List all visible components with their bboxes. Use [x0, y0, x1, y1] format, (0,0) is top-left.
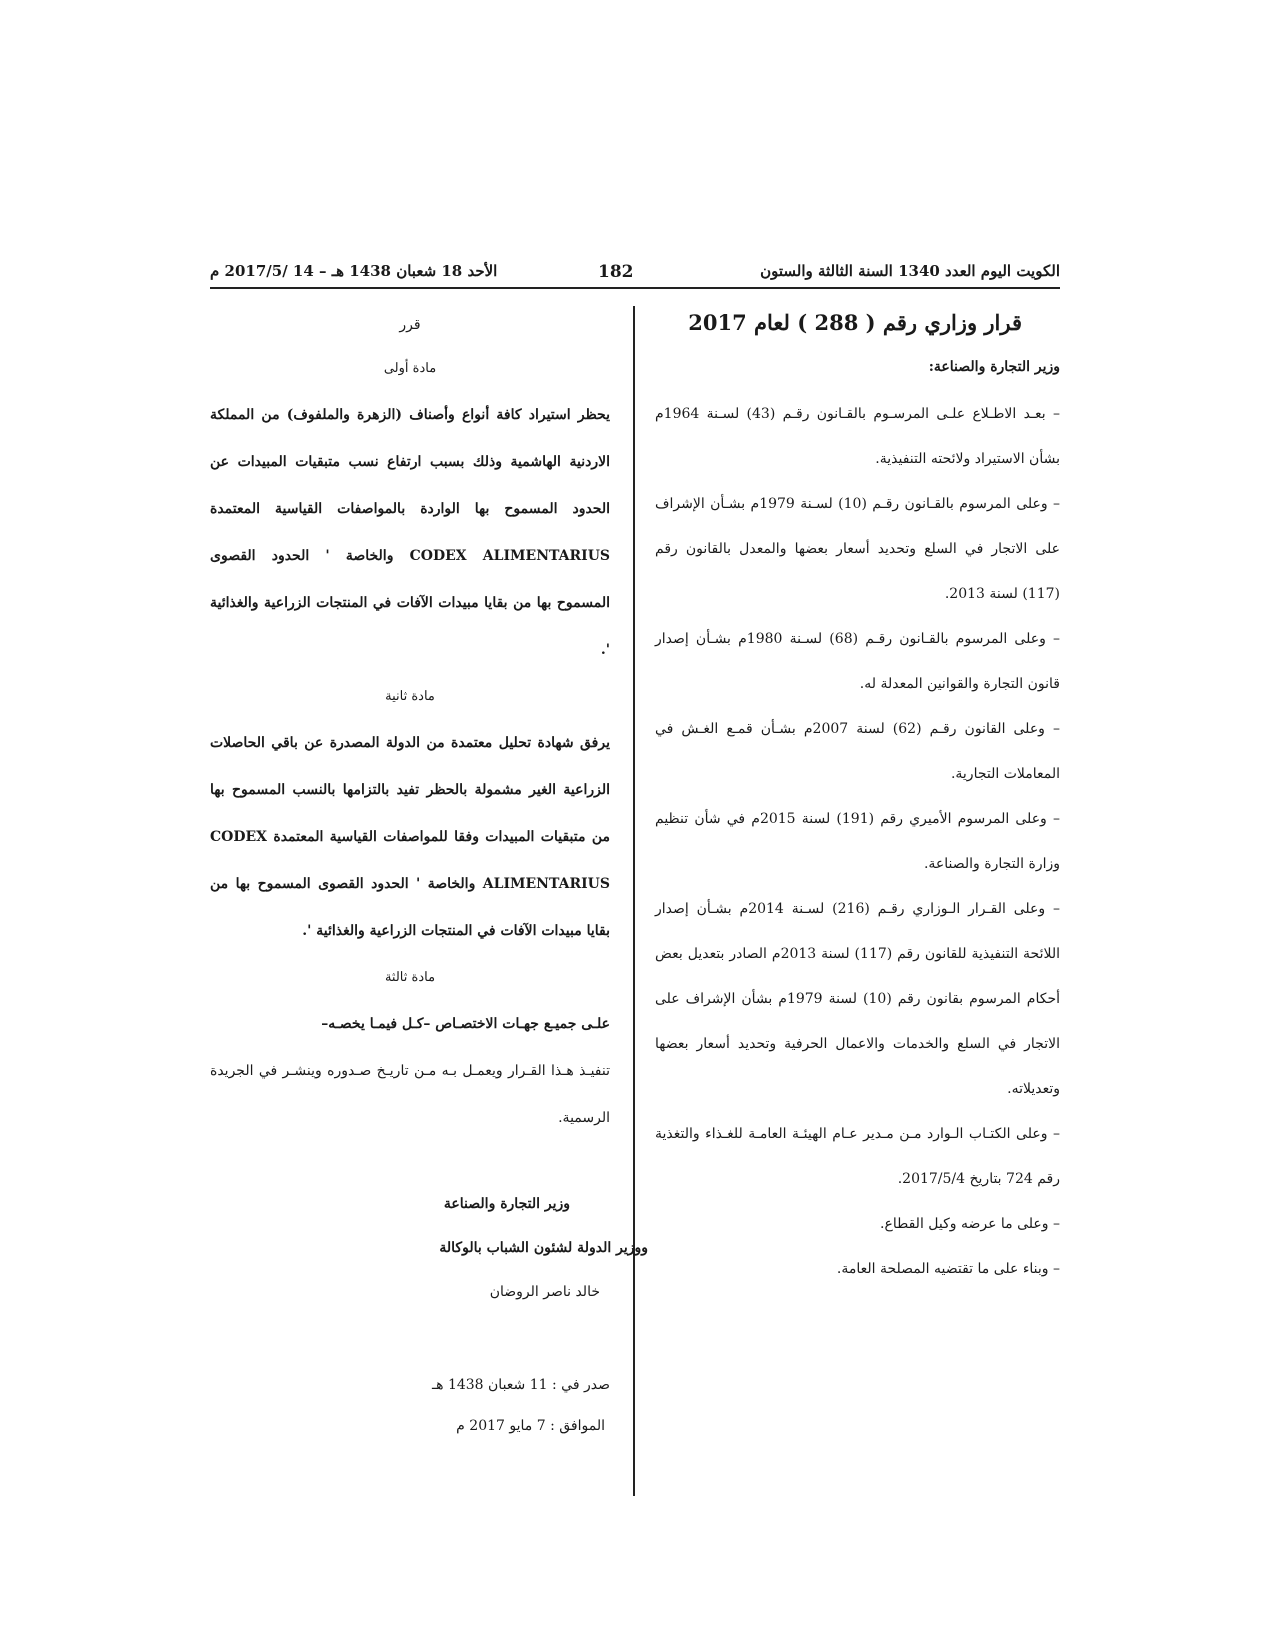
preamble-paragraph: – وعلى المرسوم بالقـانون رقـم (68) لسـنة 1980م بشـأن إصدار قانون التجارة والقوانين المعدلة له. [655, 631, 1060, 692]
preamble-paragraph: – وعلى المرسوم بالقـانون رقـم (10) لسـنة 1979م بشـأن الإشراف على الاتجار في السلع وتحديد أسعار بعضها والمعدل بالقانون رقم (117) لسنة 2013. [655, 496, 1060, 602]
signatory-title-2: ووزير الدولة لشئون الشباب بالوكالة [439, 1240, 648, 1256]
minister-intro: وزير التجارة والصناعة: [928, 359, 1060, 375]
header-date: الأحد 18 شعبان 1438 هـ – 14 /2017/5 م [210, 262, 498, 280]
signatory-title: وزير التجارة والصناعة [443, 1196, 570, 1212]
page-number: 182 [598, 262, 634, 282]
column-divider [633, 306, 635, 1496]
gazette-issue: الكويت اليوم العدد 1340 السنة الثالثة والستون [760, 262, 1060, 280]
article-2-text: يرفق شهادة تحليل معتمدة من الدولة المصدرة عن باقي الحاصلات الزراعية الغير مشمولة بالحظر تفيد بالتزامها بالنسب المسموح بها من متبقيات المبيدات وفقا للمواصفات القياسية المعتمدة CODEX ALIMENTARIUS والخاصة ' الحدود القصوى المسموح بها من بقايا مبيدات الآفات في المنتجات الزراعية والغذائية '. [210, 735, 610, 939]
preamble-paragraph: – وعلى القـرار الـوزاري رقـم (216) لسـنة 2014م بشـأن إصدار اللائحة التنفيذية للقانون رقم (117) لسنة 2013م الصادر بتعديل بعض أحكام المرسوم بقانون رقم (10) لسنة 1979م بشأن الإشراف على الاتجار في السلع والخدمات والاعمال الحرفية وتحديد أسعار بعضها وتعديلاته. [655, 901, 1060, 1097]
article-3-text-bold: علـى جميـع جهـات الاختصـاص –كـل فيمـا يخصـه– [321, 1016, 610, 1032]
decided-heading: قرر [399, 317, 421, 333]
article-2-title: مادة ثانية [385, 689, 435, 704]
decree-title: قرار وزاري رقم ( 288 ) لعام 2017 [688, 310, 1022, 335]
preamble-paragraph: – وعلى الكتـاب الـوارد مـن مـدير عـام الهيئـة العامـة للغـذاء والتغذية رقم 724 بتاريخ 2017/5/4. [655, 1126, 1060, 1187]
left-column [210, 306, 610, 1142]
issued-date-hijri: صدر في : 11 شعبان 1438 هـ [432, 1377, 610, 1393]
header-divider [210, 287, 1060, 289]
article-3-text: تنفيـذ هـذا القـرار ويعمـل بـه مـن تاريـخ صـدوره وينشـر في الجريدة الرسمية. [210, 1063, 610, 1126]
article-1-text: يحظر استيراد كافة أنواع وأصناف (الزهرة والملفوف) من المملكة الاردنية الهاشمية وذلك بسبب ارتفاع نسب متبقيات المبيدات عن الحدود المسموح بها الواردة بالمواصفات القياسية المعتمدة CODEX ALIMENTARIUS والخاصة ' الحدود القصوى المسموح بها من بقايا مبيدات الآفات في المنتجات الزراعية والغذائية '. [210, 407, 611, 658]
signatory-name: خالد ناصر الروضان [489, 1284, 600, 1300]
preamble-paragraph: – وعلى ما عرضه وكيل القطاع. [880, 1216, 1060, 1232]
issued-date-gregorian: الموافق : 7 مايو 2017 م [456, 1418, 605, 1434]
preamble-paragraph: – وعلى القانون رقـم (62) لسنة 2007م بشـأن قمـع الغـش في المعاملات التجارية. [655, 721, 1061, 782]
preamble-paragraph: – وعلى المرسوم الأميري رقم (191) لسنة 2015م في شأن تنظيم وزارة التجارة والصناعة. [655, 811, 1060, 872]
preamble-paragraph: – وبناء على ما تقتضيه المصلحة العامة. [836, 1261, 1060, 1277]
preamble-paragraph: – بعـد الاطـلاع علـى المرسـوم بالقـانون رقـم (43) لسـنة 1964م بشأن الاستيراد ولائحته التنفيذية. [655, 406, 1060, 467]
right-column [655, 306, 1060, 1292]
article-3-title: مادة ثالثة [384, 970, 436, 985]
page-header [210, 258, 1060, 284]
article-1-title: مادة أولى [383, 361, 437, 376]
